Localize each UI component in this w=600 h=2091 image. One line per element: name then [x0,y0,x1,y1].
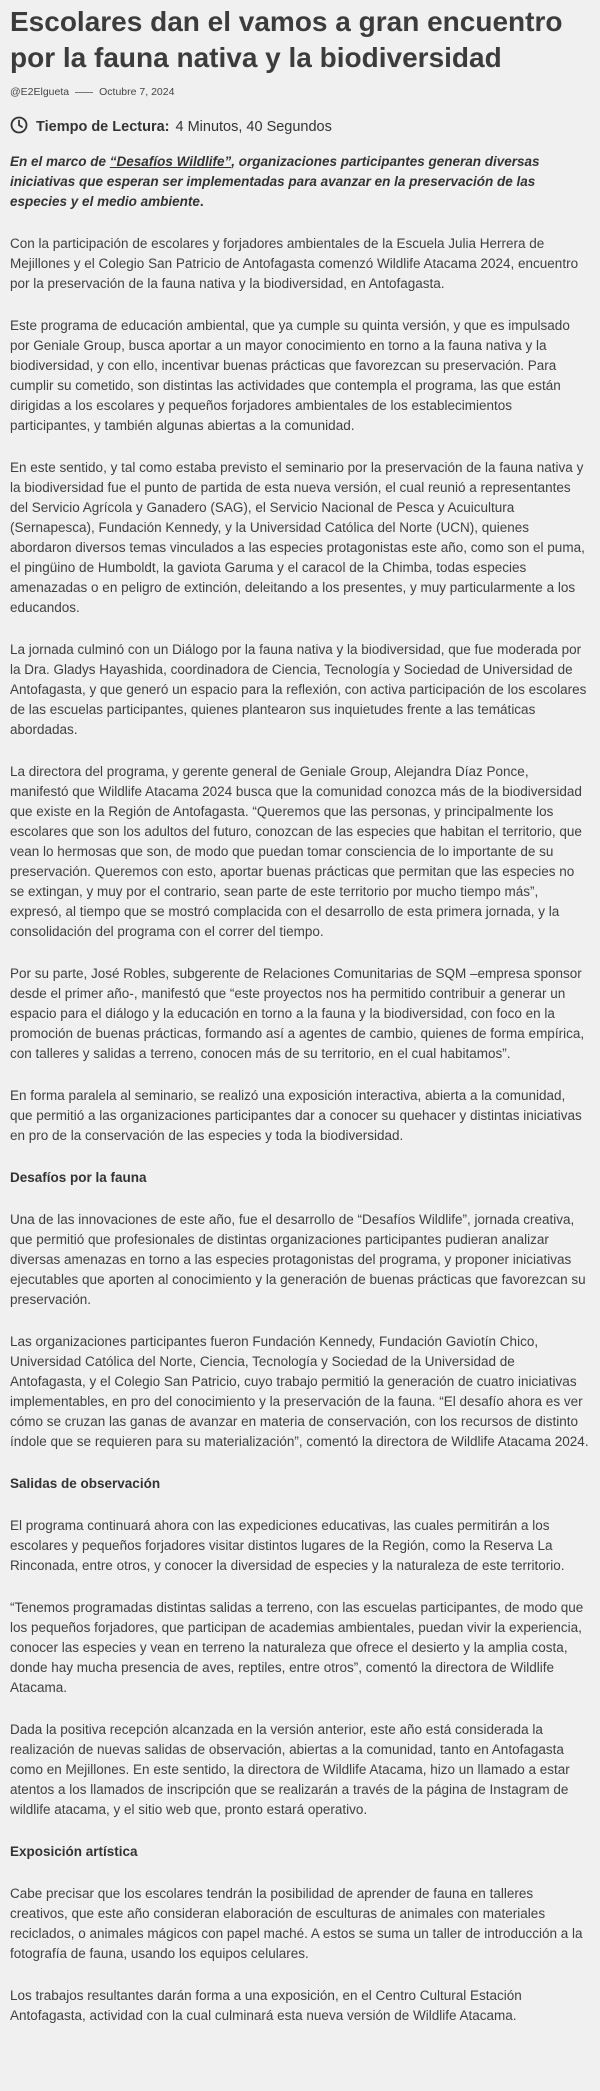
paragraph: Los trabajos resultantes darán forma a una exposición, en el Centro Cultural Estación Antofagasta, actividad con la cual culminará esta nueva versión de Wildlife Atacama. [10,1988,522,2023]
section-heading: Exposición artística [10,1844,138,1859]
lead-text: , organizaciones participantes generan diversas iniciativas que esperan ser implementadas para avanzar en la preservación de las especies y el medio ambiente [10,154,540,209]
article-title: Escolares dan el vamos a gran encuentro por la fauna nativa y la biodiversidad [10,6,563,73]
paragraph: Las organizaciones participantes fueron Fundación Kennedy, Fundación Gaviotín Chico, Universidad Católica del Norte, Ciencia, Tecnología y Sociedad de la Universidad de Antofagasta, y el Colegio San Patricio, cuyo trabajo permitió la generación de cuatro iniciativas implementables, en pro del conocimiento y la preservación de la fauna. “El desafío ahora es ver cómo se cruzan las ganas de avanzar en materia de conservación, con los recursos de distinto índole que se requieren para su materialización”, comentó la directora de Wildlife Atacama 2024. [10,1334,589,1449]
paragraph: La directora del programa, y gerente general de Geniale Group, Alejandra Díaz Ponce, manifestó que Wildlife Atacama 2024 busca que la comunidad conozca más de la biodiversidad que existe en la Región de Antofagasta. “Queremos que las personas, y principalmente los escolares que son los adultos del futuro, conozcan de las especies que habitan el territorio, que vean lo hermosas que son, de modo que puedan tomar consciencia de lo importante de su preservación. Queremos con esto, aportar buenas prácticas que permitan que las especies no se extingan, y muy por el contrario, sean parte de este territorio por mucho tiempo más”, expresó, al tiempo que se mostró complacida con el desarrollo de esta primera jornada, y la consolidación del programa con el correr del tiempo. [10,764,582,939]
article-meta [10,86,590,98]
paragraph: La jornada culminó con un Diálogo por la fauna nativa y la biodiversidad, que fue moderada por la Dra. Gladys Hayashida, coordinadora de Ciencia, Tecnología y Sociedad de Universidad de Antofagasta, y que generó un espacio para la reflexión, con activa participación de los escolares de las escuelas participantes, quienes plantearon sus inquietudes frente a las temáticas abordadas. [10,642,587,737]
paragraph: Este programa de educación ambiental, que ya cumple su quinta versión, y que es impulsado por Geniale Group, busca aportar a un mayor conocimiento en torno a la fauna nativa y la biodiversidad, y con ello, incentivar buenas prácticas que favorezcan su preservación. Para cumplir su cometido, son distintas las actividades que contempla el programa, las que están dirigidas a los escolares y pequeños forjadores ambientales de los establecimientos participantes, y también algunas abiertas a la comunidad. [10,318,570,433]
paragraph: En forma paralela al seminario, se realizó una exposición interactiva, abierta a la comunidad, que permitió a las organizaciones participantes dar a conocer su quehacer y distintas iniciativas en pro de la conservación de las especies y toda la biodiversidad. [10,1088,582,1143]
article-lead [10,152,590,212]
clock-icon [10,116,36,138]
reading-time-label: Tiempo de Lectura: [36,119,170,135]
section-heading: Salidas de observación [10,1476,161,1491]
paragraph: Dada la positiva recepción alcanzada en la versión anterior, este año está considerada la realización de nuevas salidas de observación, abiertas a la comunidad, tanto en Antofagasta como en Mejillones. En este sentido, la directora de Wildlife Atacama, hizo un llamado a estar atentos a los llamados de inscripción que se realizarán a través de la página de Instagram de wildlife atacama, y el sitio web que, pronto estará operativo. [10,1722,570,1817]
lead-end: . [199,194,204,209]
paragraph: Por su parte, José Robles, subgerente de Relaciones Comunitarias de SQM –empresa sponsor desde el primer año-, manifestó que “este proyectos nos ha permitido contribuir a generar un espacio para el diálogo y la educación en torno a la fauna y la biodiversidad, con foco en la promoción de buenas prácticas, formando así a agentes de cambio, quienes de forma empírica, con talleres y salidas a terreno, conocen más de su territorio, en el cual habitamos”. [10,966,585,1061]
lead-emphasis: “Desafíos Wildlife” [109,154,232,169]
paragraph: Cabe precisar que los escolares tendrán la posibilidad de aprender de fauna en talleres creativos, que este año consideran elaboración de esculturas de animales con materiales reciclados, o animales mágicos con papel maché. A estos se suma un taller de introducción a la fotografía de fauna, usando los equipos celulares. [10,1886,583,1961]
reading-time-value: 4 Minutos, 40 Segundos [175,119,332,135]
meta-separator [75,92,93,93]
reading-time [10,116,590,138]
publish-date: Octubre 7, 2024 [99,86,175,98]
paragraph: En este sentido, y tal como estaba previsto el seminario por la preservación de la fauna nativa y la biodiversidad fue el punto de partida de esta nueva versión, el cual reunió a representantes del Servicio Agrícola y Ganadero (SAG), el Servicio Nacional de Pesca y Acuicultura (Sernapesca), Fundación Kennedy, y la Universidad Católica del Norte (UCN), quienes abordaron diversos temas vinculados a las especies protagonistas este año, como son el puma, el pingüino de Humboldt, la gaviota Garuma y el caracol de la Chimba, todas especies amenazadas o en peligro de extinción, deleitando a los presentes, y muy particularmente a los educandos. [10,460,585,615]
paragraph: El programa continuará ahora con las expediciones educativas, las cuales permitirán a los escolares y pequeños forjadores visitar distintos lugares de la Región, como la Reserva La Rinconada, entre otros, y conocer la diversidad de especies y la naturaleza de este territorio. [10,1518,565,1573]
paragraph: Una de las innovaciones de este año, fue el desarrollo de “Desafíos Wildlife”, jornada creativa, que permitió que profesionales de distintas organizaciones participantes pudieran analizar diversas amenazas en torno a las especies protagonistas del programa, y proponer iniciativas ejecutables que aporten al conocimiento y la generación de buenas prácticas que favorezcan su preservación. [10,1212,586,1307]
paragraph: “Tenemos programadas distintas salidas a terreno, con las escuelas participantes, de modo que los pequeños forjadores, que participan de academias ambientales, puedan vivir la experiencia, conocer las especies y vean en terreno la naturaleza que ofrece el desierto y la amplia costa, donde hay mucha presencia de aves, reptiles, entre otros”, comentó la directora de Wildlife Atacama. [10,1600,584,1695]
section-heading: Desafíos por la fauna [10,1170,147,1185]
lead-prefix: En el marco de [10,154,110,169]
paragraph: Con la participación de escolares y forjadores ambientales de la Escuela Julia Herrera de Mejillones y el Colegio San Patricio de Antofagasta comenzó Wildlife Atacama 2024, encuentro por la preservación de la fauna nativa y la biodiversidad, en Antofagasta. [10,236,579,291]
author-link[interactable]: @E2Elgueta [10,86,70,98]
